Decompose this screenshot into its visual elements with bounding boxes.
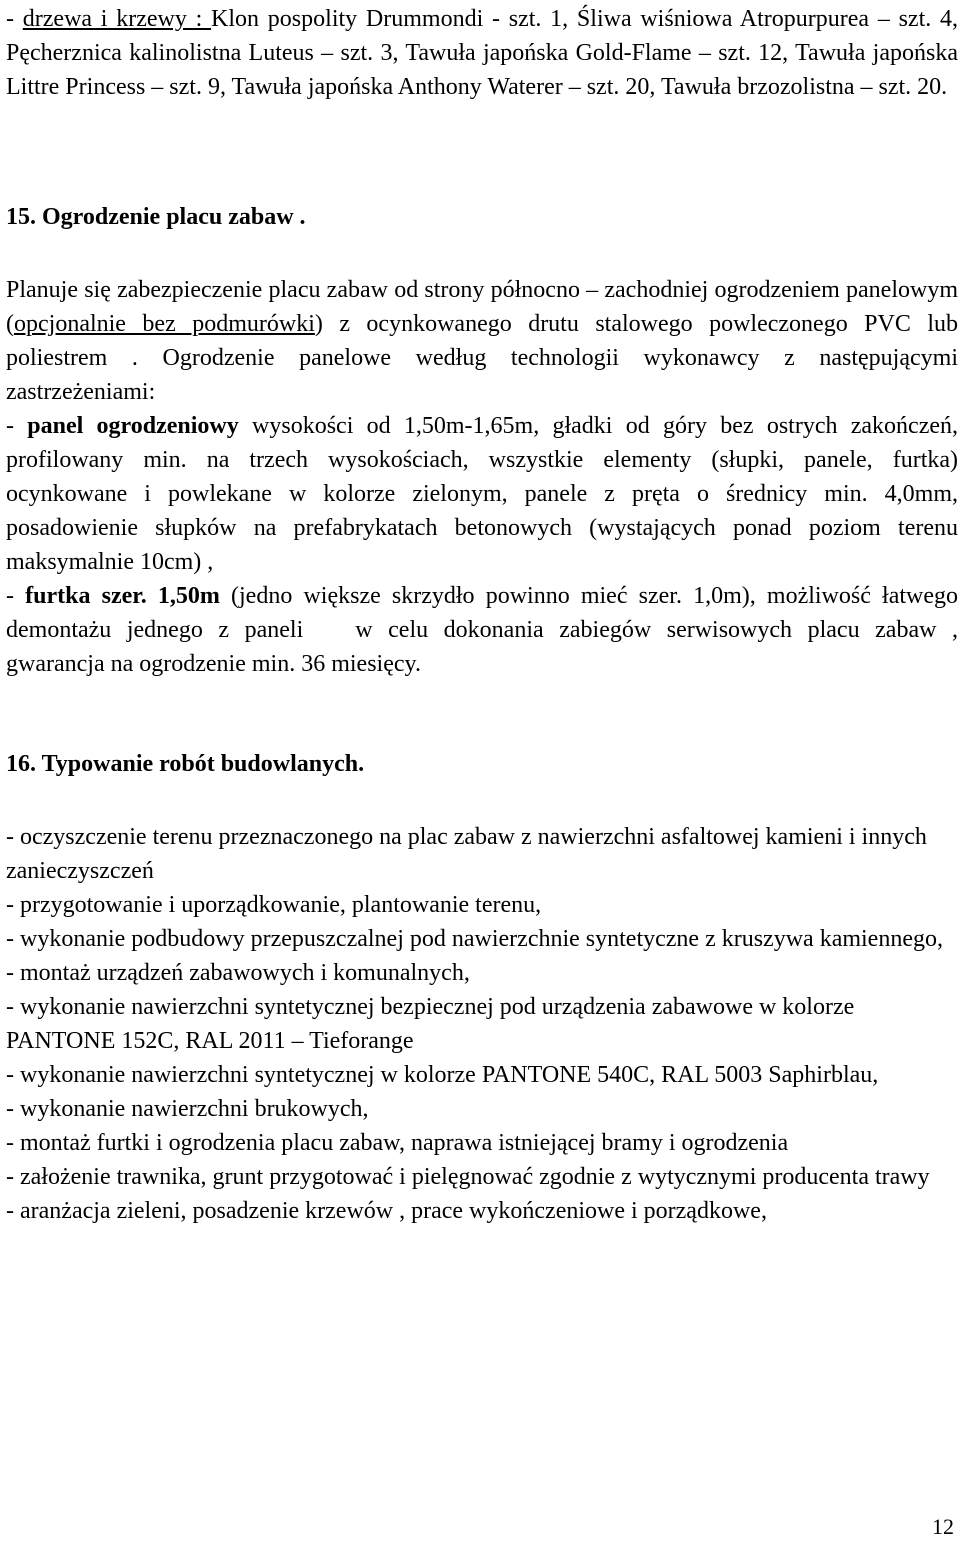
section-16-heading: 16. Typowanie robót budowlanych. — [6, 751, 365, 777]
list-item: - założenie trawnika, grunt przygotować i pielęgnować zgodnie z wytycznymi producenta trawy — [6, 1164, 930, 1190]
list-item: - wykonanie podbudowy przepuszczalnej pod nawierzchnie syntetyczne z kruszywa kamiennego, — [6, 926, 943, 952]
fence-paragraph — [6, 273, 958, 409]
list-item: - montaż urządzeń zabawowych i komunalnych, — [6, 960, 470, 986]
fence-text-b: ) z ocynkowanego drutu stalowego powleczonego PVC lub poliestrem . Ogrodzenie panelowe według technologii wykonawcy z następującymi zastrzeżeniami: — [6, 311, 958, 405]
list-item: - przygotowanie i uporządkowanie, plantowanie terenu, — [6, 892, 542, 918]
list-item: - oczyszczenie terenu przeznaczonego na plac zabaw z nawierzchni asfaltowej kamieni i innych zanieczyszczeń — [6, 824, 927, 884]
bullet-dash: - — [6, 413, 28, 439]
gate-text-a: (jedno większe skrzydło powinno mieć szer. 1,0m), możliwość łatwego demontażu jednego z paneli — [6, 583, 958, 643]
plants-label: drzewa i krzewy : — [22, 6, 212, 32]
list-item: - wykonanie nawierzchni syntetycznej bezpiecznej pod urządzenia zabawowe w kolorze PANTONE 152C, RAL 2011 – Tieforange — [6, 994, 855, 1054]
plants-list-paragraph — [6, 2, 958, 104]
gate-text-b: w celu dokonania zabiegów serwisowych placu zabaw , gwarancja na ogrodzenie min. 36 miesięcy. — [6, 617, 958, 677]
plants-text: Klon pospolity Drummondi - szt. 1, Śliwa wiśniowa Atropurpurea – szt. 4, Pęcherznica kalinolistna Luteus – szt. 3, Tawuła japońska Gold-Flame – szt. 12, Tawuła japońska Littre Princess – szt. 9, Tawuła japońska Anthony Waterer – szt. 20, Tawuła brzozolistna – szt. 20. — [6, 6, 958, 100]
fence-text-a: Planuje się zabezpieczenie placu zabaw od strony północno – zachodniej ogrodzeniem panelowym ( — [6, 277, 958, 337]
gate-bullet — [6, 579, 958, 681]
list-dash: - — [6, 6, 23, 32]
bullet-dash: - — [6, 583, 26, 609]
list-item: - montaż furtki i ogrodzenia placu zabaw, naprawa istniejącej bramy i ogrodzenia — [6, 1130, 789, 1156]
list-item: - wykonanie nawierzchni syntetycznej w kolorze PANTONE 540C, RAL 5003 Saphirblau, — [6, 1062, 879, 1088]
page-number: 12 — [932, 1514, 954, 1539]
panel-label: panel ogrodzeniowy — [27, 413, 239, 439]
list-item: - wykonanie nawierzchni brukowych, — [6, 1096, 369, 1122]
fence-option-underlined: opcjonalnie bez podmurówki — [14, 311, 315, 337]
works-list — [6, 820, 958, 1228]
list-item: - aranżacja zieleni, posadzenie krzewów , prace wykończeniowe i porządkowe, — [6, 1198, 767, 1224]
panel-text: wysokości od 1,50m-1,65m, gładki od góry bez ostrych zakończeń, profilowany min. na trzech wysokościach, wszystkie elementy (słupki, panele, furtka) ocynkowane i powlekane w kolorze zielonym, panele z pręta o średnicy min. 4,0mm, posadowienie słupków na prefabrykatach betonowych (wystających ponad poziom terenu maksymalnie 10cm) , — [6, 413, 959, 575]
fence-panel-bullet — [6, 409, 958, 579]
section-15-heading: 15. Ogrodzenie placu zabaw . — [6, 204, 306, 230]
section-15-body — [6, 273, 958, 681]
gate-label: furtka szer. 1,50m — [25, 583, 220, 609]
